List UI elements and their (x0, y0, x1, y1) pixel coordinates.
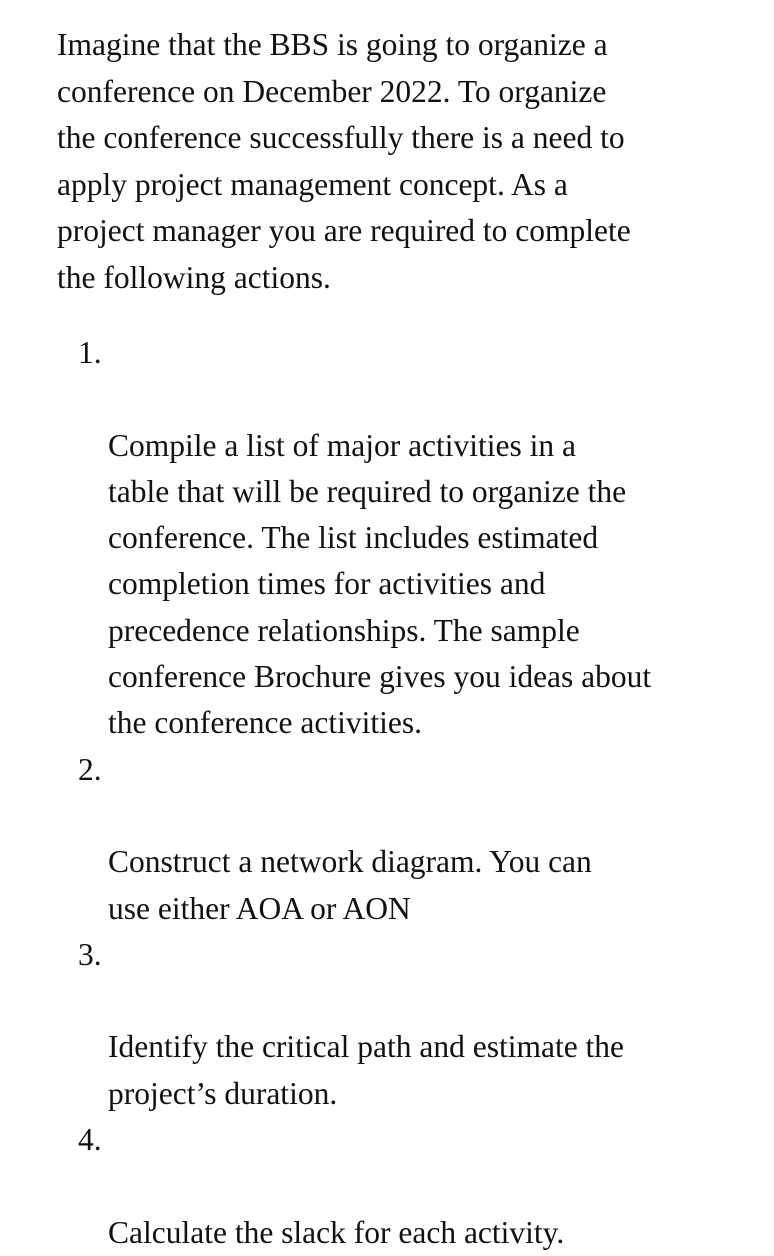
task-text-3: Identify the critical path and estimate the project’s duration. (108, 1029, 625, 1111)
task-number-2: 2. (78, 751, 102, 787)
task-item-1 (78, 330, 768, 747)
task-list (78, 330, 768, 1256)
task-number-4: 4. (78, 1122, 102, 1158)
task-text-4: Calculate the slack for each activity. (108, 1214, 565, 1250)
intro-paragraph: Imagine that the BBS is going to organize a conference on December 2022. To organize the conference successfully there is a need to apply project management concept. As a project manager you are required to complete the following actions. (57, 27, 631, 295)
task-number-3: 3. (78, 936, 102, 972)
task-item-2 (78, 747, 768, 932)
task-item-3 (78, 932, 768, 1117)
task-item-4 (78, 1117, 768, 1256)
task-text-1: Compile a list of major activities in a table that will be required to organize the conference. The list includes estimated completion times for activities and precedence relationships. The sample conference Brochure gives you ideas about the conference activities. (108, 427, 652, 741)
task-text-2: Construct a network diagram. You can use either AOA or AON (108, 844, 592, 926)
task-number-1: 1. (78, 335, 102, 370)
